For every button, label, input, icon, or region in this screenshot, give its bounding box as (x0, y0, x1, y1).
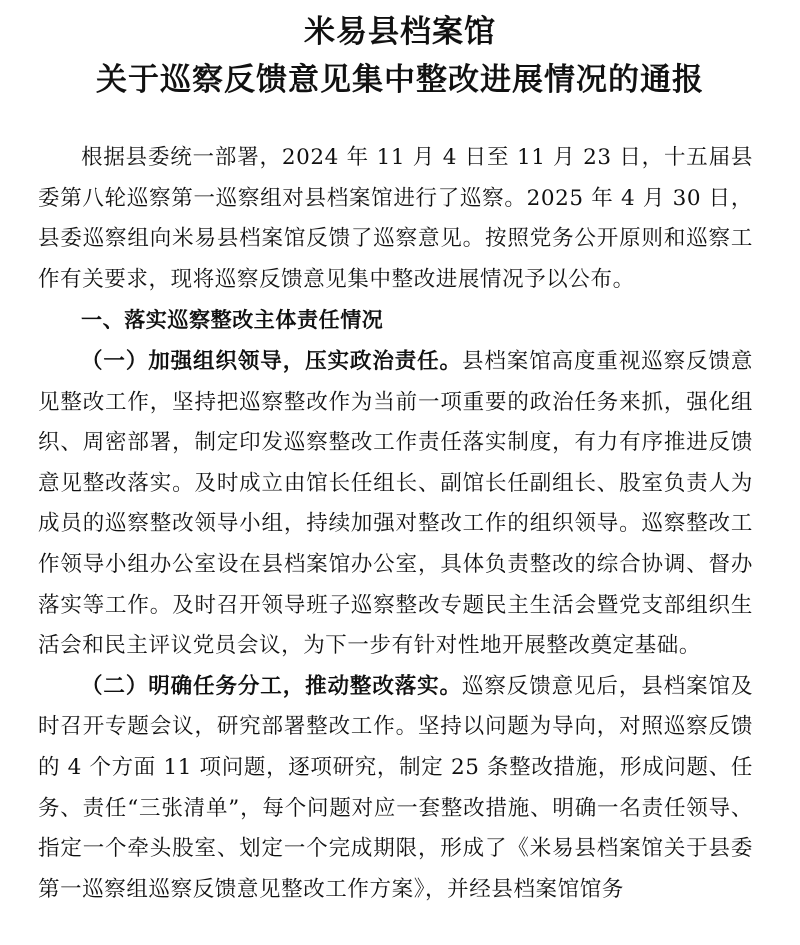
item2-text: 巡察反馈意见后，县档案馆及时召开专题会议，研究部署整改工作。坚持以问题为导向，对照巡察反馈的 4 个方面 11 项问题，逐项研究，制定 25 条整改措施，形成问题、任务、责任“三张清单”，每个问题对应一套整改措施、明确一名责任领导、指定一个牵头股室、划定一个完成期限，形成了《米易县档案馆关于县委第一巡察组巡察反馈意见整改工作方案》，并经县档案馆馆务 (38, 673, 753, 902)
item1-heading: （一）加强组织领导，压实政治责任。 (81, 348, 462, 374)
document-title-line1: 米易县档案馆 (304, 14, 496, 50)
section-heading (38, 300, 753, 342)
item2-heading: （二）明确任务分工，推动整改落实。 (81, 673, 462, 699)
item1-paragraph (38, 342, 753, 667)
document-title-line2: 关于巡察反馈意见集中整改进展情况的通报 (96, 62, 704, 98)
document-body (38, 138, 753, 910)
item1-text: 县档案馆高度重视巡察反馈意见整改工作，坚持把巡察整改作为当前一项重要的政治任务来抓，强化组织、周密部署，制定印发巡察整改工作责任落实制度，有力有序推进反馈意见整改落实。及时成立由馆长任组长、副馆长任副组长、股室负责人为成员的巡察整改领导小组，持续加强对整改工作的组织领导。巡察整改工作领导小组办公室设在县档案馆办公室，具体负责整改的综合协调、督办落实等工作。及时召开领导班子巡察整改专题民主生活会暨党支部组织生活会和民主评议党员会议，为下一步有针对性地开展整改奠定基础。 (38, 348, 753, 659)
section1-heading: 一、落实巡察整改主体责任情况 (81, 308, 384, 333)
intro-paragraph: 根据县委统一部署，2024 年 11 月 4 日至 11 月 23 日，十五届县委第八轮巡察第一巡察组对县档案馆进行了巡察。2025 年 4 月 30 日，县委巡察组向米易县档案馆反馈了巡察意见。按照党务公开原则和巡察工作有关要求，现将巡察反馈意见集中整改进展情况予以公布。 (38, 145, 753, 292)
item2-paragraph (38, 667, 753, 911)
